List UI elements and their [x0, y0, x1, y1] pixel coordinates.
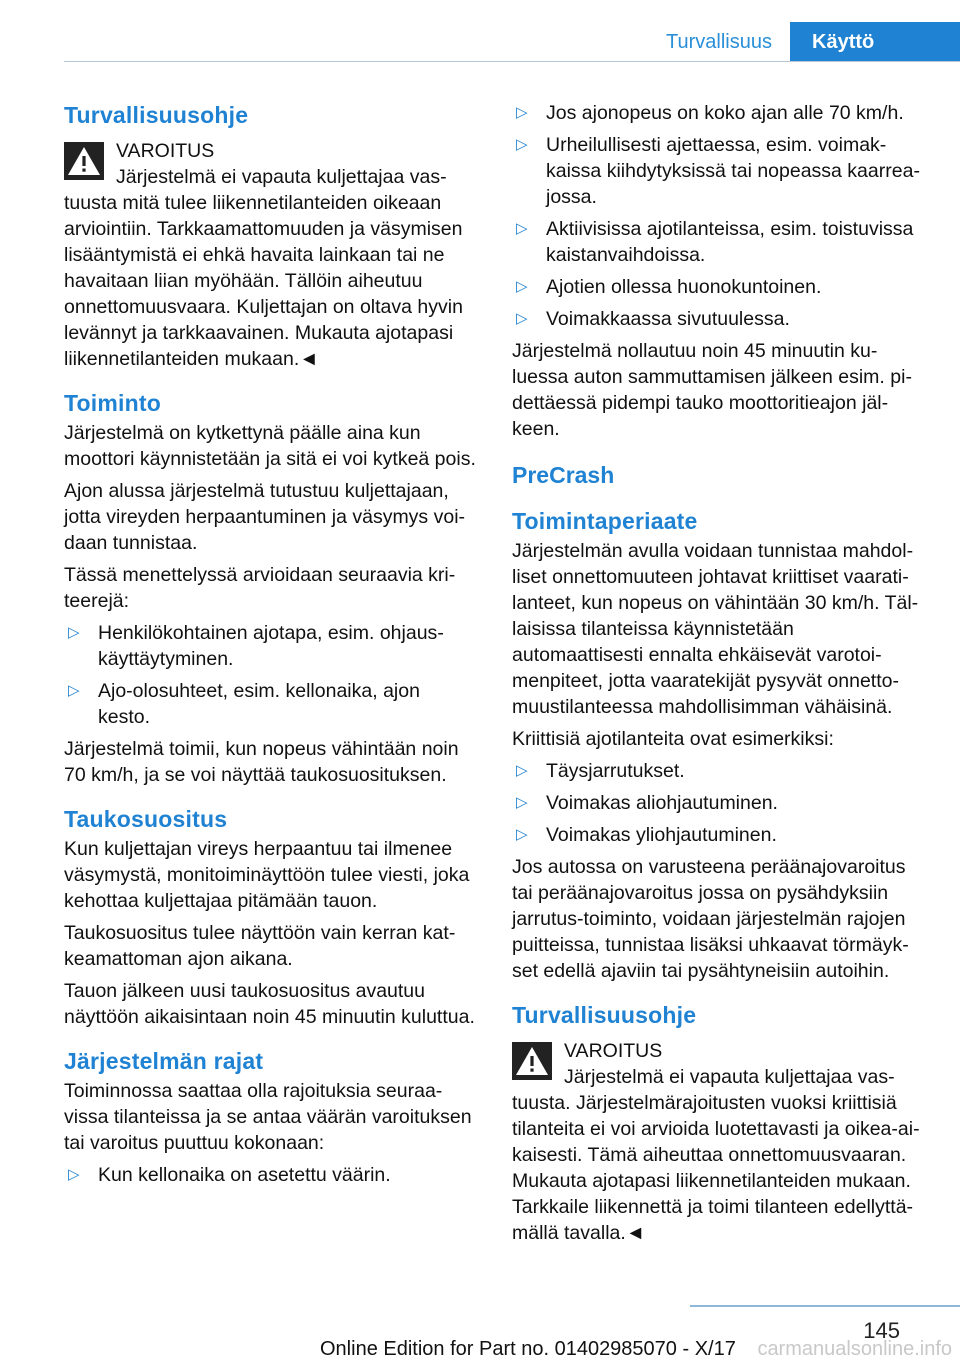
warning-icon — [64, 142, 104, 180]
list-item: ▷ Ajo-olosuhteet, esim. kellonaika, ajon kesto. — [68, 680, 420, 728]
warning-text: Järjestelmä ei vapauta kuljettajaa vastuusta mitä tulee liikennetilanteiden oikeaan arviointiin. Tarkkaamattomuuden ja väsymisen lisääntymistä ei ehkä havaita lainkaan tai ne havaitaan liian myöhään. Tällöin aiheutuu onnettomuusvaara. Kuljettajan on oltava hyvin levännyt ja tarkkaavainen. Mukauta ajotapasi liikennetilanteiden mukaan.◄ — [64, 166, 463, 370]
paragraph: Jos autossa on varusteena peräänajovaroitus tai peräänajovaroitus jossa on pysähdyksiin jarrutus-toiminto, voidaan järjestelmän rajojen puitteissa, tunnistaa lisäksi uhkaavat törmäykset edellä ajaviin tai pysähtyneisiin autoihin. — [512, 856, 909, 982]
header-tabs — [648, 22, 960, 62]
paragraph: Järjestelmä on kytkettynä päälle aina kun moottori käynnistetään ja sitä ei voi kytkeä pois. — [64, 422, 476, 470]
watermark: carmanualsonline.info — [757, 1338, 952, 1360]
heading-precrash: PreCrash — [512, 462, 615, 488]
triangle-bullet-icon: ▷ — [68, 624, 80, 641]
list-item: ▷ Aktiivisissa ajotilanteissa, esim. toistuvissa kaistanvaihdoissa. — [516, 218, 914, 266]
list-item: ▷ Jos ajonopeus on koko ajan alle 70 km/h. — [516, 102, 904, 124]
list-item: ▷ Kun kellonaika on asetettu väärin. — [68, 1164, 391, 1186]
paragraph: Tässä menettelyssä arvioidaan seuraavia kriteerejä: — [64, 564, 456, 612]
triangle-bullet-icon: ▷ — [516, 762, 528, 779]
tab-turvallisuus[interactable]: Turvallisuus — [666, 31, 772, 53]
triangle-bullet-icon: ▷ — [516, 826, 528, 843]
warning-block — [64, 138, 476, 372]
triangle-bullet-icon: ▷ — [516, 794, 528, 811]
triangle-bullet-icon: ▷ — [516, 278, 528, 295]
heading-turvallisuusohje: Turvallisuusohje — [512, 1002, 697, 1028]
examples-list — [512, 758, 924, 848]
list-item: ▷ Voimakas aliohjautuminen. — [516, 792, 778, 814]
right-column — [512, 100, 924, 1252]
page-number: 145 — [863, 1318, 900, 1343]
footer-rule — [690, 1305, 960, 1307]
header-rule — [64, 61, 960, 62]
warning-icon — [512, 1042, 552, 1080]
heading-jarjestelman-rajat: Järjestelmän rajat — [64, 1048, 264, 1074]
list-item: ▷ Täysjarrutukset. — [516, 760, 685, 782]
list-item: ▷ Ajotien ollessa huonokuntoinen. — [516, 276, 822, 298]
paragraph: Toiminnossa saattaa olla rajoituksia seuraavissa tilanteissa ja se antaa väärän varoituksen tai varoitus puuttuu kokonaan: — [64, 1080, 472, 1154]
list-item: ▷ Urheilullisesti ajettaessa, esim. voimakkaissa kiihdytyksissä tai nopeassa kaarreajossa. — [516, 134, 920, 208]
left-column — [64, 100, 476, 1194]
edition-footer: Online Edition for Part no. 01402985070 - X/17 — [320, 1338, 736, 1360]
warning-title: VAROITUS — [116, 140, 215, 162]
paragraph: Järjestelmä toimii, kun nopeus vähintään noin 70 km/h, ja se voi näyttää taukosuosituksen. — [64, 738, 459, 786]
paragraph: Kriittisiä ajotilanteita ovat esimerkiksi: — [512, 728, 834, 750]
triangle-bullet-icon: ▷ — [516, 104, 528, 121]
warning-text: Järjestelmä ei vapauta kuljettajaa vastuusta. Järjestelmärajoitusten vuoksi kriittisiä tilanteita ei voi arvioida luotettavasti ja oikea-aikaisesti. Tämä aiheuttaa onnettomuusvaaran. Mukauta ajotapasi liikennetilanteiden mukaan. Tarkkaile liikennettä ja toimi tilanteen edellyttämällä tavalla.◄ — [512, 1066, 920, 1244]
heading-taukosuositus: Taukosuositus — [64, 806, 228, 832]
limits-list — [64, 1162, 476, 1188]
limits-list-continued — [512, 100, 924, 332]
paragraph: Ajon alussa järjestelmä tutustuu kuljettajaan, jotta vireyden herpaantuminen ja väsymys voidaan tunnistaa. — [64, 480, 466, 554]
list-item: ▷ Voimakkaassa sivutuulessa. — [516, 308, 790, 330]
heading-toimintaperiaate: Toimintaperiaate — [512, 508, 698, 534]
paragraph: Järjestelmän avulla voidaan tunnistaa mahdolliset onnettomuuteen johtavat kriittiset vaaratilanteet, kun nopeus on vähintään 30 km/h. Tällaisissa tilanteissa käynnistetään automaattisesti ennalta ehkäisevät varotoimenpiteet, jotta vaaratekijät pysyvät onnettomuustilanteessa mahdollisimman vähäisinä. — [512, 540, 919, 718]
criteria-list — [64, 620, 476, 730]
warning-title: VAROITUS — [564, 1040, 663, 1062]
paragraph: Taukosuositus tulee näyttöön vain kerran katkeamattoman ajon aikana. — [64, 922, 456, 970]
triangle-bullet-icon: ▷ — [68, 682, 80, 699]
triangle-bullet-icon: ▷ — [516, 220, 528, 237]
triangle-bullet-icon: ▷ — [68, 1166, 80, 1183]
paragraph: Järjestelmä nollautuu noin 45 minuutin kuluessa auton sammuttamisen jälkeen esim. pidettäessä pidempi tauko moottoritieajon jälkeen. — [512, 340, 912, 440]
heading-toiminto: Toiminto — [64, 390, 161, 416]
heading-turvallisuusohje: Turvallisuusohje — [64, 102, 249, 128]
paragraph: Tauon jälkeen uusi taukosuositus avautuu näyttöön aikaisintaan noin 45 minuutin kuluttua. — [64, 980, 475, 1028]
paragraph: Kun kuljettajan vireys herpaantuu tai ilmenee väsymystä, monitoiminäyttöön tulee viesti, joka kehottaa kuljettajaa pitämään tauon. — [64, 838, 470, 912]
list-item: ▷ Henkilökohtainen ajotapa, esim. ohjauskäyttäytyminen. — [68, 622, 444, 670]
list-item: ▷ Voimakas yliohjautuminen. — [516, 824, 777, 846]
triangle-bullet-icon: ▷ — [516, 136, 528, 153]
tab-kaytto[interactable]: Käyttö — [790, 22, 960, 62]
warning-block — [512, 1038, 924, 1246]
triangle-bullet-icon: ▷ — [516, 310, 528, 327]
